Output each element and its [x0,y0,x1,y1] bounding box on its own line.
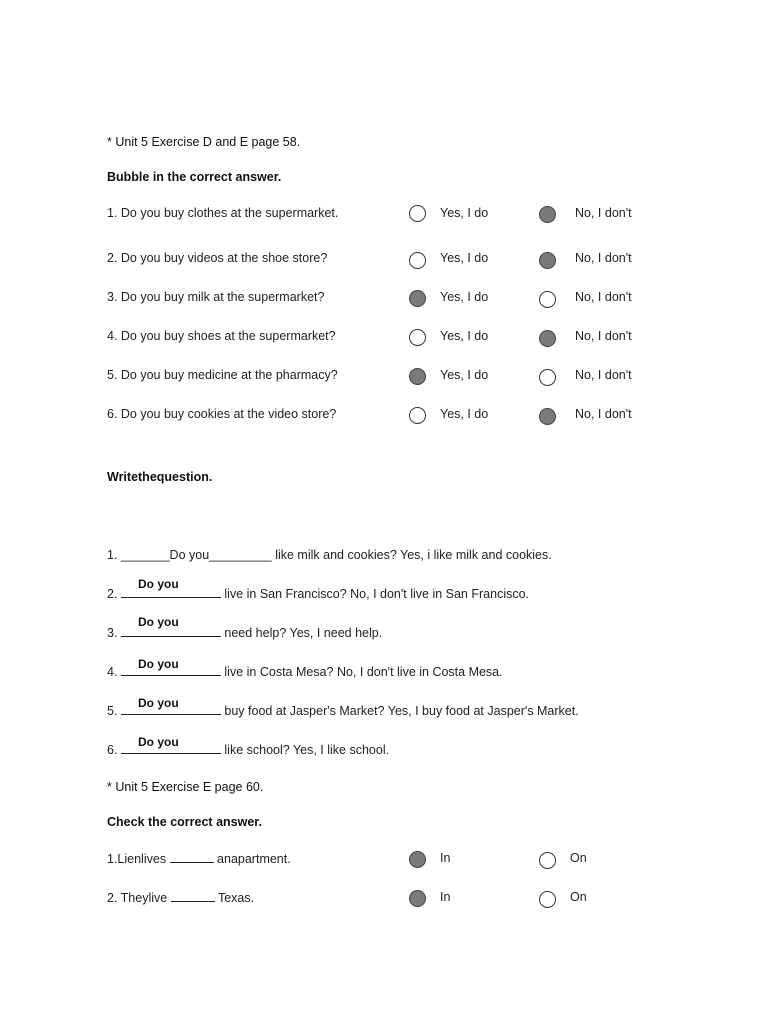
yes-label-5: Yes, I do [440,368,489,382]
in-label-1: In [440,851,451,865]
in-bubble-2[interactable] [409,890,426,907]
in-label-2: In [440,890,451,904]
question-3: 3. Do you buy milk at the supermarket? [107,290,325,304]
rest-5: buy food at Jasper's Market? Yes, I buy food at Jasper's Market. [224,704,579,718]
write-question-1: 1. _______Do you_________ like milk and cookies? Yes, i like milk and cookies. [107,548,552,562]
yes-bubble-6[interactable] [409,407,426,424]
answer-6: Do you [138,735,179,749]
check-blank-2 [171,890,215,902]
question-6: 6. Do you buy cookies at the video store? [107,407,337,421]
check-after-1: anapartment. [217,852,291,866]
answer-blank-6[interactable] [121,742,221,754]
answer-2: Do you [138,577,179,591]
no-label-5: No, I don't [575,368,632,382]
no-bubble-5[interactable] [539,369,556,386]
check-before-2: 2. Theylive [107,891,168,905]
no-bubble-3[interactable] [539,291,556,308]
section3-instruction: Check the correct answer. [107,815,262,829]
check-question-2 [107,890,254,905]
check-before-1: 1.Lienlives [107,852,167,866]
question-5: 5. Do you buy medicine at the pharmacy? [107,368,338,382]
yes-bubble-5[interactable] [409,368,426,385]
answer-blank-3[interactable] [121,625,221,637]
yes-label-4: Yes, I do [440,329,489,343]
yes-label-6: Yes, I do [440,407,489,421]
no-label-3: No, I don't [575,290,632,304]
rest-4: live in Costa Mesa? No, I don't live in Costa Mesa. [224,665,503,679]
answer-blank-5[interactable] [121,703,221,715]
no-label-2: No, I don't [575,251,632,265]
write-question-4 [107,664,503,679]
yes-bubble-1[interactable] [409,205,426,222]
no-bubble-6[interactable] [539,408,556,425]
rest-3: need help? Yes, I need help. [224,626,383,640]
no-label-6: No, I don't [575,407,632,421]
check-after-2: Texas. [217,891,255,905]
answer-4: Do you [138,657,179,671]
yes-bubble-4[interactable] [409,329,426,346]
section1-instruction: Bubble in the correct answer. [107,170,282,184]
yes-bubble-3[interactable] [409,290,426,307]
answer-5: Do you [138,696,179,710]
yes-label-3: Yes, I do [440,290,489,304]
on-label-2: On [570,890,587,904]
question-1: 1. Do you buy clothes at the supermarket. [107,206,339,220]
num-6: 6. [107,743,118,757]
yes-bubble-2[interactable] [409,252,426,269]
no-label-1: No, I don't [575,206,632,220]
num-3: 3. [107,626,118,640]
yes-label-1: Yes, I do [440,206,489,220]
section3-heading: * Unit 5 Exercise E page 60. [107,780,264,794]
check-question-1 [107,851,291,866]
question-2: 2. Do you buy videos at the shoe store? [107,251,328,265]
no-bubble-4[interactable] [539,330,556,347]
on-label-1: On [570,851,587,865]
num-5: 5. [107,704,118,718]
write-question-3 [107,625,382,640]
write-question-2 [107,586,529,601]
question-4: 4. Do you buy shoes at the supermarket? [107,329,336,343]
check-blank-1 [170,851,214,863]
num-4: 4. [107,665,118,679]
write-question-5 [107,703,579,718]
yes-label-2: Yes, I do [440,251,489,265]
num-2: 2. [107,587,118,601]
section2-instruction: Writethequestion. [107,470,213,484]
rest-2: live in San Francisco? No, I don't live in San Francisco. [224,587,530,601]
write-question-6 [107,742,389,757]
rest-6: like school? Yes, I like school. [224,743,390,757]
answer-blank-2[interactable] [121,586,221,598]
no-label-4: No, I don't [575,329,632,343]
section1-heading: * Unit 5 Exercise D and E page 58. [107,135,301,149]
no-bubble-1[interactable] [539,206,556,223]
on-bubble-1[interactable] [539,852,556,869]
answer-3: Do you [138,615,179,629]
on-bubble-2[interactable] [539,891,556,908]
answer-blank-4[interactable] [121,664,221,676]
in-bubble-1[interactable] [409,851,426,868]
no-bubble-2[interactable] [539,252,556,269]
